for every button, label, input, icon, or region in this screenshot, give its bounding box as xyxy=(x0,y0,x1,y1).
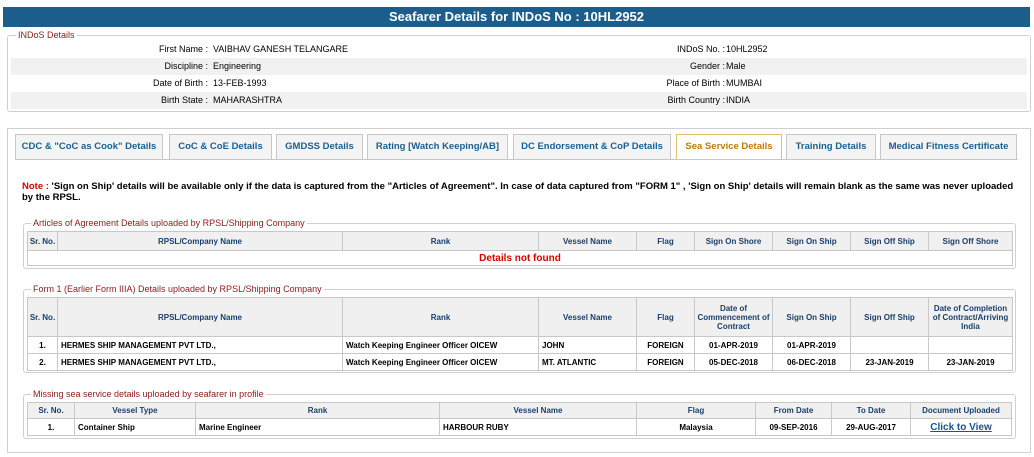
first-name-value: VAIBHAV GANESH TELANGARE xyxy=(213,44,349,54)
column-header: Date of Commencement of Contract xyxy=(695,298,773,337)
table-row xyxy=(28,419,1012,436)
tab-medical-fitness-certificate[interactable]: Medical Fitness Certificate xyxy=(880,134,1017,159)
column-header: Sign On Ship xyxy=(773,298,851,337)
completion-date-cell xyxy=(929,337,1013,354)
column-header: Sign On Ship xyxy=(773,232,851,251)
rank-cell: Watch Keeping Engineer Officer OICEW xyxy=(343,337,539,354)
column-header: Flag xyxy=(637,232,695,251)
company-name-cell: HERMES SHIP MANAGEMENT PVT LTD., xyxy=(58,337,343,354)
indos-details-panel xyxy=(7,30,1031,112)
details-not-found-message: Details not found xyxy=(28,251,1013,266)
column-header: Document Uploaded xyxy=(911,403,1012,419)
vessel-name-cell: JOHN xyxy=(539,337,637,354)
table-header-row xyxy=(28,232,1013,251)
indos-row xyxy=(11,75,1027,92)
column-header: Vessel Name xyxy=(539,298,637,337)
column-header: RPSL/Company Name xyxy=(58,298,343,337)
column-header: To Date xyxy=(832,403,911,419)
rank-cell: Marine Engineer xyxy=(196,419,440,436)
column-header: Sign Off Shore xyxy=(929,232,1013,251)
form1-legend: Form 1 (Earlier Form IIIA) Details uploaded by RPSL/Shipping Company xyxy=(33,284,322,294)
click-to-view-link[interactable]: Click to View xyxy=(930,421,992,433)
tab-sea-service[interactable]: Sea Service Details xyxy=(676,134,782,159)
company-name-cell: HERMES SHIP MANAGEMENT PVT LTD., xyxy=(58,354,343,371)
rank-cell: Watch Keeping Engineer Officer OICEW xyxy=(343,354,539,371)
column-header: Sign Off Ship xyxy=(851,298,929,337)
first-name-label: First Name : xyxy=(158,44,208,54)
tab-training[interactable]: Training Details xyxy=(786,134,876,159)
table-row xyxy=(28,337,1013,354)
tab-dc-endorsement-cop[interactable]: DC Endorsement & CoP Details xyxy=(513,134,671,159)
column-header: Rank xyxy=(343,298,539,337)
column-header: Rank xyxy=(343,232,539,251)
tab-cdc-coc-as-cook[interactable]: CDC & "CoC as Cook" Details xyxy=(15,134,163,159)
sr-no-cell: 1. xyxy=(28,337,58,354)
indos-details-legend: INDoS Details xyxy=(18,30,75,40)
place-of-birth-label: Place of Birth : xyxy=(666,78,725,88)
column-header: Vessel Name xyxy=(539,232,637,251)
sr-no-cell: 2. xyxy=(28,354,58,371)
commencement-date-cell: 05-DEC-2018 xyxy=(695,354,773,371)
completion-date-cell: 23-JAN-2019 xyxy=(929,354,1013,371)
note-prefix: Note : xyxy=(22,181,49,192)
date-of-birth-label: Date of Birth : xyxy=(152,78,208,88)
tabs-divider xyxy=(15,159,1018,160)
sign-on-ship-note xyxy=(22,181,1018,203)
vessel-name-cell: MT. ATLANTIC xyxy=(539,354,637,371)
from-date-cell: 09-SEP-2016 xyxy=(756,419,832,436)
column-header: Flag xyxy=(637,403,756,419)
birth-state-label: Birth State : xyxy=(160,95,208,105)
sign-on-ship-cell: 01-APR-2019 xyxy=(773,337,851,354)
gender-value: Male xyxy=(726,61,746,71)
table-row xyxy=(28,251,1013,266)
sr-no-cell: 1. xyxy=(28,419,75,436)
indos-no-value: 10HL2952 xyxy=(726,44,768,54)
note-text: 'Sign on Ship' details will be available only if the data is captured from the "Articles of Agreement". In case of data captured from "FORM 1" , 'Sign on Ship' details will remain blank as the same was never uploaded by the RPSL. xyxy=(22,181,1014,203)
tab-gmdss[interactable]: GMDSS Details xyxy=(276,134,363,159)
column-header: Flag xyxy=(637,298,695,337)
gender-label: Gender : xyxy=(689,61,725,71)
table-header-row xyxy=(28,403,1012,419)
birth-state-value: MAHARASHTRA xyxy=(213,95,283,105)
column-header: Sign On Shore xyxy=(695,232,773,251)
column-header: Sr. No. xyxy=(28,403,75,419)
indos-row xyxy=(11,41,1027,58)
sign-on-ship-cell: 06-DEC-2018 xyxy=(773,354,851,371)
flag-cell: FOREIGN xyxy=(637,354,695,371)
missing-sea-service-legend: Missing sea service details uploaded by seafarer in profile xyxy=(33,389,264,399)
birth-country-value: INDIA xyxy=(726,95,751,105)
vessel-name-cell: HARBOUR RUBY xyxy=(440,419,637,436)
column-header: Vessel Type xyxy=(75,403,196,419)
date-of-birth-value: 13-FEB-1993 xyxy=(213,78,267,88)
column-header: Vessel Name xyxy=(440,403,637,419)
form1-table xyxy=(27,297,1013,371)
vessel-type-cell: Container Ship xyxy=(75,419,196,436)
table-header-row xyxy=(28,298,1013,337)
column-header: Sign Off Ship xyxy=(851,232,929,251)
place-of-birth-value: MUMBAI xyxy=(726,78,762,88)
page-title: Seafarer Details for INDoS No : 10HL2952 xyxy=(3,7,1030,27)
column-header: From Date xyxy=(756,403,832,419)
column-header: Sr. No. xyxy=(28,232,58,251)
column-header: Date of Completion of Contract/Arriving India xyxy=(929,298,1013,337)
indos-row xyxy=(11,58,1027,75)
column-header: Rank xyxy=(196,403,440,419)
sign-off-ship-cell: 23-JAN-2019 xyxy=(851,354,929,371)
discipline-value: Engineering xyxy=(213,61,262,71)
document-uploaded-cell xyxy=(911,419,1012,436)
commencement-date-cell: 01-APR-2019 xyxy=(695,337,773,354)
flag-cell: FOREIGN xyxy=(637,337,695,354)
indos-details-grid xyxy=(11,41,1027,109)
to-date-cell: 29-AUG-2017 xyxy=(832,419,911,436)
table-row xyxy=(28,354,1013,371)
missing-sea-service-table xyxy=(27,402,1012,436)
tab-rating-watch-keeping[interactable]: Rating [Watch Keeping/AB] xyxy=(367,134,508,159)
column-header: RPSL/Company Name xyxy=(58,232,343,251)
discipline-label: Discipline : xyxy=(164,61,208,71)
flag-cell: Malaysia xyxy=(637,419,756,436)
sign-off-ship-cell xyxy=(851,337,929,354)
column-header: Sr. No. xyxy=(28,298,58,337)
tab-coc-coe[interactable]: CoC & CoE Details xyxy=(169,134,272,159)
articles-of-agreement-table xyxy=(27,231,1013,266)
indos-row xyxy=(11,92,1027,109)
indos-no-label: INDoS No. : xyxy=(676,44,725,54)
birth-country-label: Birth Country : xyxy=(667,95,725,105)
articles-legend: Articles of Agreement Details uploaded by RPSL/Shipping Company xyxy=(33,218,305,228)
